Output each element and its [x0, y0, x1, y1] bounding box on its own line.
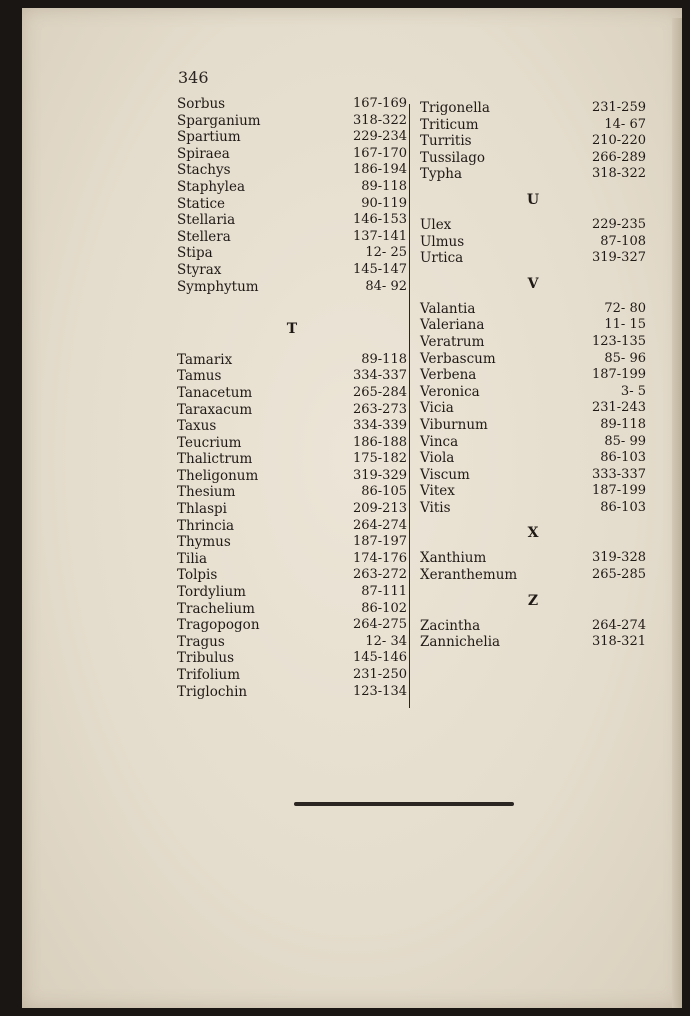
entry-name: Trachelium — [177, 600, 255, 617]
index-entry — [420, 367, 646, 384]
index-entry — [420, 217, 646, 234]
entry-name: Taxus — [177, 418, 217, 435]
index-entry — [177, 245, 407, 262]
index-entry — [177, 484, 407, 501]
index-entry — [420, 150, 646, 167]
entry-name: Verbascum — [420, 350, 496, 367]
entry-name: Tamarix — [177, 351, 233, 368]
entry-pages: 318-322 — [352, 112, 407, 128]
entry-pages: 265-285 — [591, 567, 646, 583]
entry-pages: 90-119 — [361, 195, 407, 211]
entry-pages: 86-103 — [600, 499, 646, 515]
index-entry — [420, 384, 646, 401]
entry-name: Spartium — [177, 129, 241, 146]
index-entry — [177, 179, 407, 196]
entry-name: Symphytum — [177, 278, 259, 295]
group-t-entries — [177, 352, 407, 700]
entry-pages: 86-105 — [361, 484, 407, 500]
entry-name: Vinca — [420, 433, 459, 450]
entry-name: Vitex — [420, 483, 455, 500]
group-t-continued-entries — [420, 100, 646, 183]
index-entry — [177, 279, 407, 296]
letter-heading-t: T — [286, 320, 298, 337]
entry-pages: 145-147 — [352, 261, 407, 277]
entry-name: Verbena — [420, 367, 477, 384]
entry-pages: 263-273 — [352, 401, 407, 417]
entry-name: Trifolium — [177, 667, 241, 683]
entry-name: Teucrium — [177, 434, 242, 451]
index-entry — [177, 129, 407, 146]
index-entry — [420, 567, 646, 584]
entry-name: Zannichelia — [420, 634, 501, 651]
entry-name: Thrincia — [177, 517, 235, 534]
entry-pages: 333-337 — [591, 466, 646, 482]
index-entry — [177, 667, 407, 684]
entry-name: Stellaria — [177, 212, 236, 229]
index-entry — [177, 601, 407, 618]
index-entry — [177, 435, 407, 452]
index-entry — [420, 351, 646, 368]
entry-name: Sparganium — [177, 112, 261, 129]
index-entry — [177, 684, 407, 701]
index-entry — [420, 166, 646, 183]
index-column-left — [177, 96, 407, 700]
entry-pages: 89-118 — [361, 178, 407, 194]
index-entry — [420, 400, 646, 417]
entry-pages: 319-329 — [352, 467, 407, 483]
entry-pages: 264-274 — [591, 617, 646, 633]
entry-name: Tolpis — [177, 567, 218, 584]
index-entry — [177, 162, 407, 179]
group-z-entries — [420, 618, 646, 651]
entry-name: Stachys — [177, 162, 231, 179]
entry-name: Tragus — [177, 633, 225, 650]
entry-name: Tragopogon — [177, 617, 260, 634]
entry-name: Thlaspi — [177, 501, 227, 518]
entry-pages: 229-234 — [352, 129, 407, 145]
entry-name: Viola — [420, 450, 455, 467]
entry-pages: 210-220 — [591, 133, 646, 149]
entry-name: Thesium — [177, 484, 236, 501]
entry-pages: 12- 25 — [365, 245, 407, 261]
entry-name: Triticum — [420, 116, 479, 133]
entry-pages: 266-289 — [591, 149, 646, 165]
entry-pages: 85- 96 — [604, 350, 646, 366]
entry-name: Urtica — [420, 250, 464, 267]
entry-name: Typha — [420, 166, 463, 183]
entry-pages: 334-337 — [352, 368, 407, 384]
entry-pages: 123-135 — [591, 333, 646, 349]
entry-name: Trigonella — [420, 100, 490, 116]
group-v-entries — [420, 301, 646, 517]
entry-name: Tussilago — [420, 149, 486, 166]
entry-pages: 12- 34 — [365, 633, 407, 649]
entry-name: Ulmus — [420, 233, 465, 250]
column-divider — [409, 104, 410, 708]
entry-name: Valeriana — [420, 317, 485, 334]
index-entry — [177, 368, 407, 385]
entry-pages: 187-197 — [352, 534, 407, 550]
entry-name: Thymus — [177, 534, 231, 551]
index-entry — [420, 100, 646, 117]
index-entry — [420, 434, 646, 451]
entry-pages: 86-102 — [361, 600, 407, 616]
entry-pages: 264-274 — [352, 517, 407, 533]
entry-pages: 318-321 — [591, 634, 646, 650]
entry-pages: 319-327 — [591, 250, 646, 266]
entry-name: Styrax — [177, 261, 222, 278]
index-entry — [177, 534, 407, 551]
entry-name: Vitis — [420, 499, 451, 516]
entry-name: Ulex — [420, 216, 452, 233]
index-entry — [177, 229, 407, 246]
entry-pages: 229-235 — [591, 216, 646, 232]
entry-name: Valantia — [420, 300, 476, 317]
entry-name: Statice — [177, 195, 226, 212]
entry-pages: 167-170 — [352, 145, 407, 161]
group-s-entries — [177, 96, 407, 295]
page-edge — [672, 18, 682, 1008]
entry-name: Xeranthemum — [420, 567, 518, 584]
entry-pages: 231-259 — [591, 100, 646, 115]
entry-pages: 87-111 — [361, 584, 407, 600]
entry-pages: 14- 67 — [604, 116, 646, 132]
entry-name: Vicia — [420, 400, 454, 417]
entry-name: Tamus — [177, 368, 222, 385]
index-entry — [177, 146, 407, 163]
entry-name: Tilia — [177, 550, 208, 567]
entry-pages: 187-199 — [591, 367, 646, 383]
entry-pages: 231-250 — [352, 667, 407, 682]
entry-name: Tanacetum — [177, 384, 253, 401]
letter-heading-v: V — [527, 275, 539, 292]
group-x-entries — [420, 550, 646, 583]
page-number: 346 — [178, 68, 209, 87]
entry-pages: 89-118 — [600, 416, 646, 432]
index-entry — [420, 483, 646, 500]
entry-pages: 85- 99 — [604, 433, 646, 449]
index-column-right — [420, 100, 646, 651]
index-entry — [177, 113, 407, 130]
entry-pages: 167-169 — [352, 96, 407, 111]
index-entry — [177, 352, 407, 369]
index-entry — [420, 334, 646, 351]
index-entry — [177, 418, 407, 435]
group-u-entries — [420, 217, 646, 267]
index-entry — [177, 402, 407, 419]
index-entry — [177, 262, 407, 279]
index-entry — [420, 133, 646, 150]
index-entry — [420, 618, 646, 635]
index-entry — [177, 567, 407, 584]
index-entry — [177, 451, 407, 468]
entry-pages: 123-134 — [352, 683, 407, 699]
entry-pages: 3- 5 — [620, 383, 646, 399]
letter-heading-x: X — [527, 525, 539, 542]
entry-name: Tribulus — [177, 650, 235, 667]
entry-name: Staphylea — [177, 178, 246, 195]
index-entry — [420, 467, 646, 484]
entry-name: Triglochin — [177, 683, 248, 700]
index-entry — [420, 117, 646, 134]
entry-pages: 318-322 — [591, 166, 646, 182]
index-entry — [420, 301, 646, 318]
entry-name: Thalictrum — [177, 451, 253, 468]
book-page — [22, 8, 682, 1008]
index-entry — [177, 634, 407, 651]
entry-pages: 186-194 — [352, 162, 407, 178]
entry-name: Turritis — [420, 133, 472, 150]
index-entry — [177, 617, 407, 634]
index-entry — [177, 518, 407, 535]
index-entry — [177, 551, 407, 568]
entry-pages: 11- 15 — [604, 317, 646, 333]
letter-heading-z: Z — [527, 592, 539, 609]
entry-pages: 89-118 — [361, 351, 407, 367]
entry-name: Theligonum — [177, 467, 259, 484]
entry-pages: 209-213 — [352, 501, 407, 517]
entry-pages: 86-103 — [600, 450, 646, 466]
entry-pages: 264-275 — [352, 617, 407, 633]
entry-name: Zacintha — [420, 617, 481, 634]
entry-name: Stellera — [177, 228, 231, 245]
entry-pages: 145-146 — [352, 650, 407, 666]
entry-pages: 72- 80 — [604, 300, 646, 316]
entry-pages: 174-176 — [352, 550, 407, 566]
index-entry — [177, 385, 407, 402]
entry-pages: 84- 92 — [365, 278, 407, 294]
index-entry — [420, 634, 646, 651]
entry-name: Sorbus — [177, 96, 226, 112]
entry-pages: 146-153 — [352, 212, 407, 228]
entry-pages: 137-141 — [352, 228, 407, 244]
entry-name: Viscum — [420, 466, 470, 483]
index-entry — [177, 650, 407, 667]
entry-name: Spiraea — [177, 145, 230, 162]
entry-pages: 186-188 — [352, 434, 407, 450]
index-entry — [420, 250, 646, 267]
index-entry — [177, 96, 407, 113]
index-entry — [420, 550, 646, 567]
index-entry — [420, 500, 646, 517]
entry-pages: 263-272 — [352, 567, 407, 583]
index-entry — [177, 212, 407, 229]
end-rule — [294, 802, 514, 806]
index-entry — [420, 234, 646, 251]
entry-pages: 87-108 — [600, 233, 646, 249]
index-entry — [177, 196, 407, 213]
entry-name: Stipa — [177, 245, 213, 262]
index-entry — [420, 417, 646, 434]
index-entry — [420, 317, 646, 334]
entry-name: Xanthium — [420, 550, 487, 567]
entry-name: Taraxacum — [177, 401, 253, 418]
index-entry — [177, 468, 407, 485]
index-entry — [177, 501, 407, 518]
index-entry — [420, 450, 646, 467]
entry-name: Viburnum — [420, 416, 488, 433]
entry-pages: 175-182 — [352, 451, 407, 467]
entry-name: Veratrum — [420, 333, 485, 350]
entry-pages: 265-284 — [352, 384, 407, 400]
entry-name: Tordylium — [177, 584, 246, 601]
entry-name: Veronica — [420, 383, 480, 400]
entry-pages: 319-328 — [591, 550, 646, 566]
entry-pages: 231-243 — [591, 400, 646, 416]
index-entry — [177, 584, 407, 601]
entry-pages: 334-339 — [352, 418, 407, 434]
letter-heading-u: U — [526, 191, 540, 208]
entry-pages: 187-199 — [591, 483, 646, 499]
